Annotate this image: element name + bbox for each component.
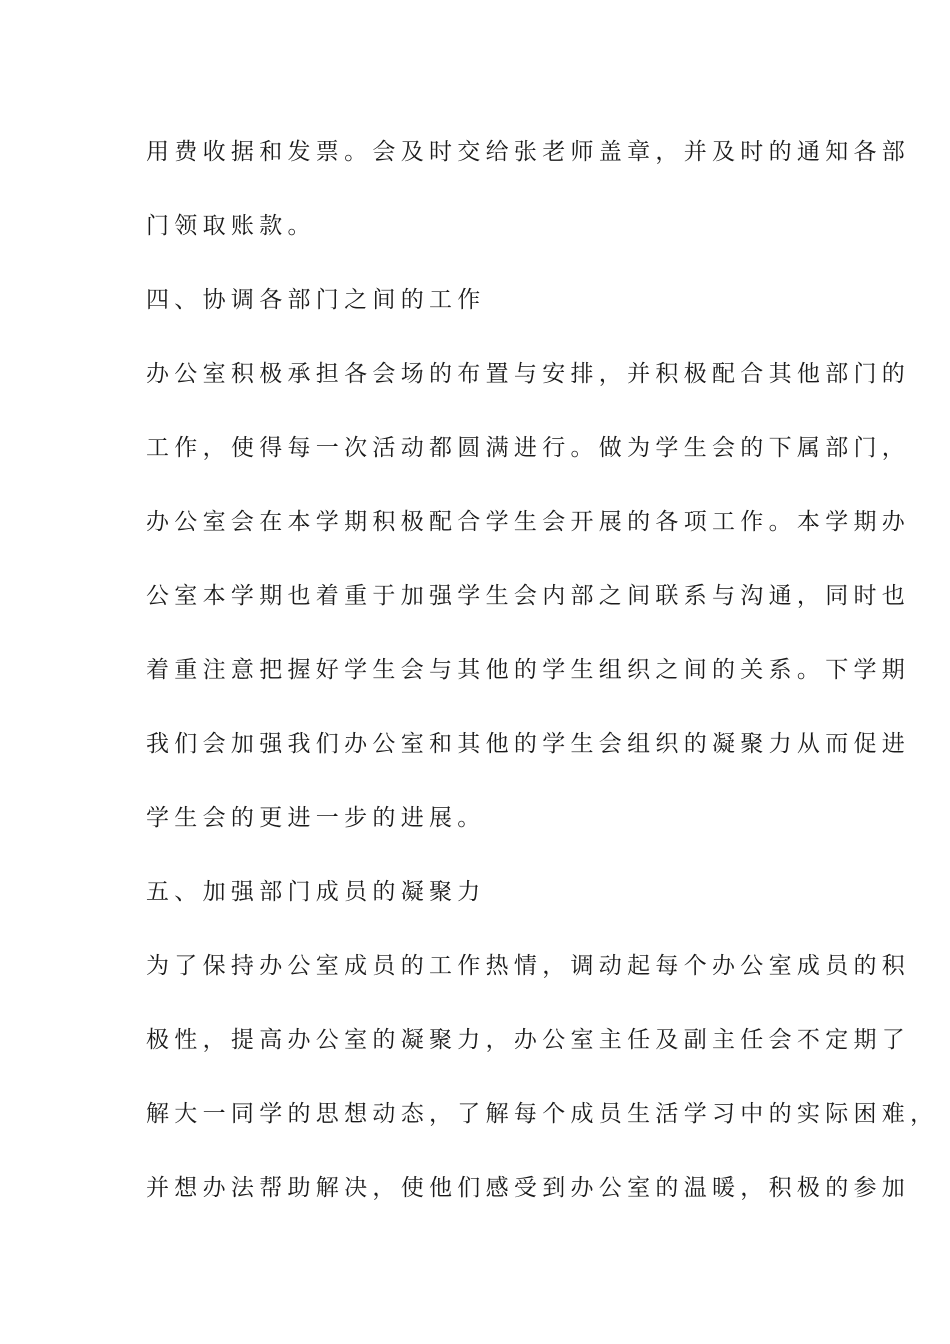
body-text-line: 办公室会在本学期积极配合学生会开展的各项工作。本学期办 — [146, 509, 911, 535]
body-text-line: 工作，使得每一次活动都圆满进行。做为学生会的下属部门， — [146, 435, 911, 461]
body-text-line: 办公室积极承担各会场的布置与安排，并积极配合其他部门的 — [146, 361, 911, 387]
body-text-line: 着重注意把握好学生会与其他的学生组织之间的关系。下学期 — [146, 657, 911, 683]
body-text-line: 解大一同学的思想动态，了解每个成员生活学习中的实际困难， — [146, 1101, 939, 1127]
body-text-line: 用费收据和发票。会及时交给张老师盖章，并及时的通知各部 — [146, 139, 911, 165]
body-text-line: 为了保持办公室成员的工作热情，调动起每个办公室成员的积 — [146, 953, 911, 979]
section-heading: 五、加强部门成员的凝聚力 — [146, 879, 486, 905]
body-text-line: 公室本学期也着重于加强学生会内部之间联系与沟通，同时也 — [146, 583, 911, 609]
body-text-line: 并想办法帮助解决，使他们感受到办公室的温暖，积极的参加 — [146, 1175, 911, 1201]
body-text-line: 学生会的更进一步的进展。 — [146, 805, 486, 831]
body-text-line: 极性，提高办公室的凝聚力，办公室主任及副主任会不定期了 — [146, 1027, 911, 1053]
body-text-line: 我们会加强我们办公室和其他的学生会组织的凝聚力从而促进 — [146, 731, 911, 757]
section-heading: 四、协调各部门之间的工作 — [146, 287, 486, 313]
body-text-line: 门领取账款。 — [146, 213, 316, 239]
